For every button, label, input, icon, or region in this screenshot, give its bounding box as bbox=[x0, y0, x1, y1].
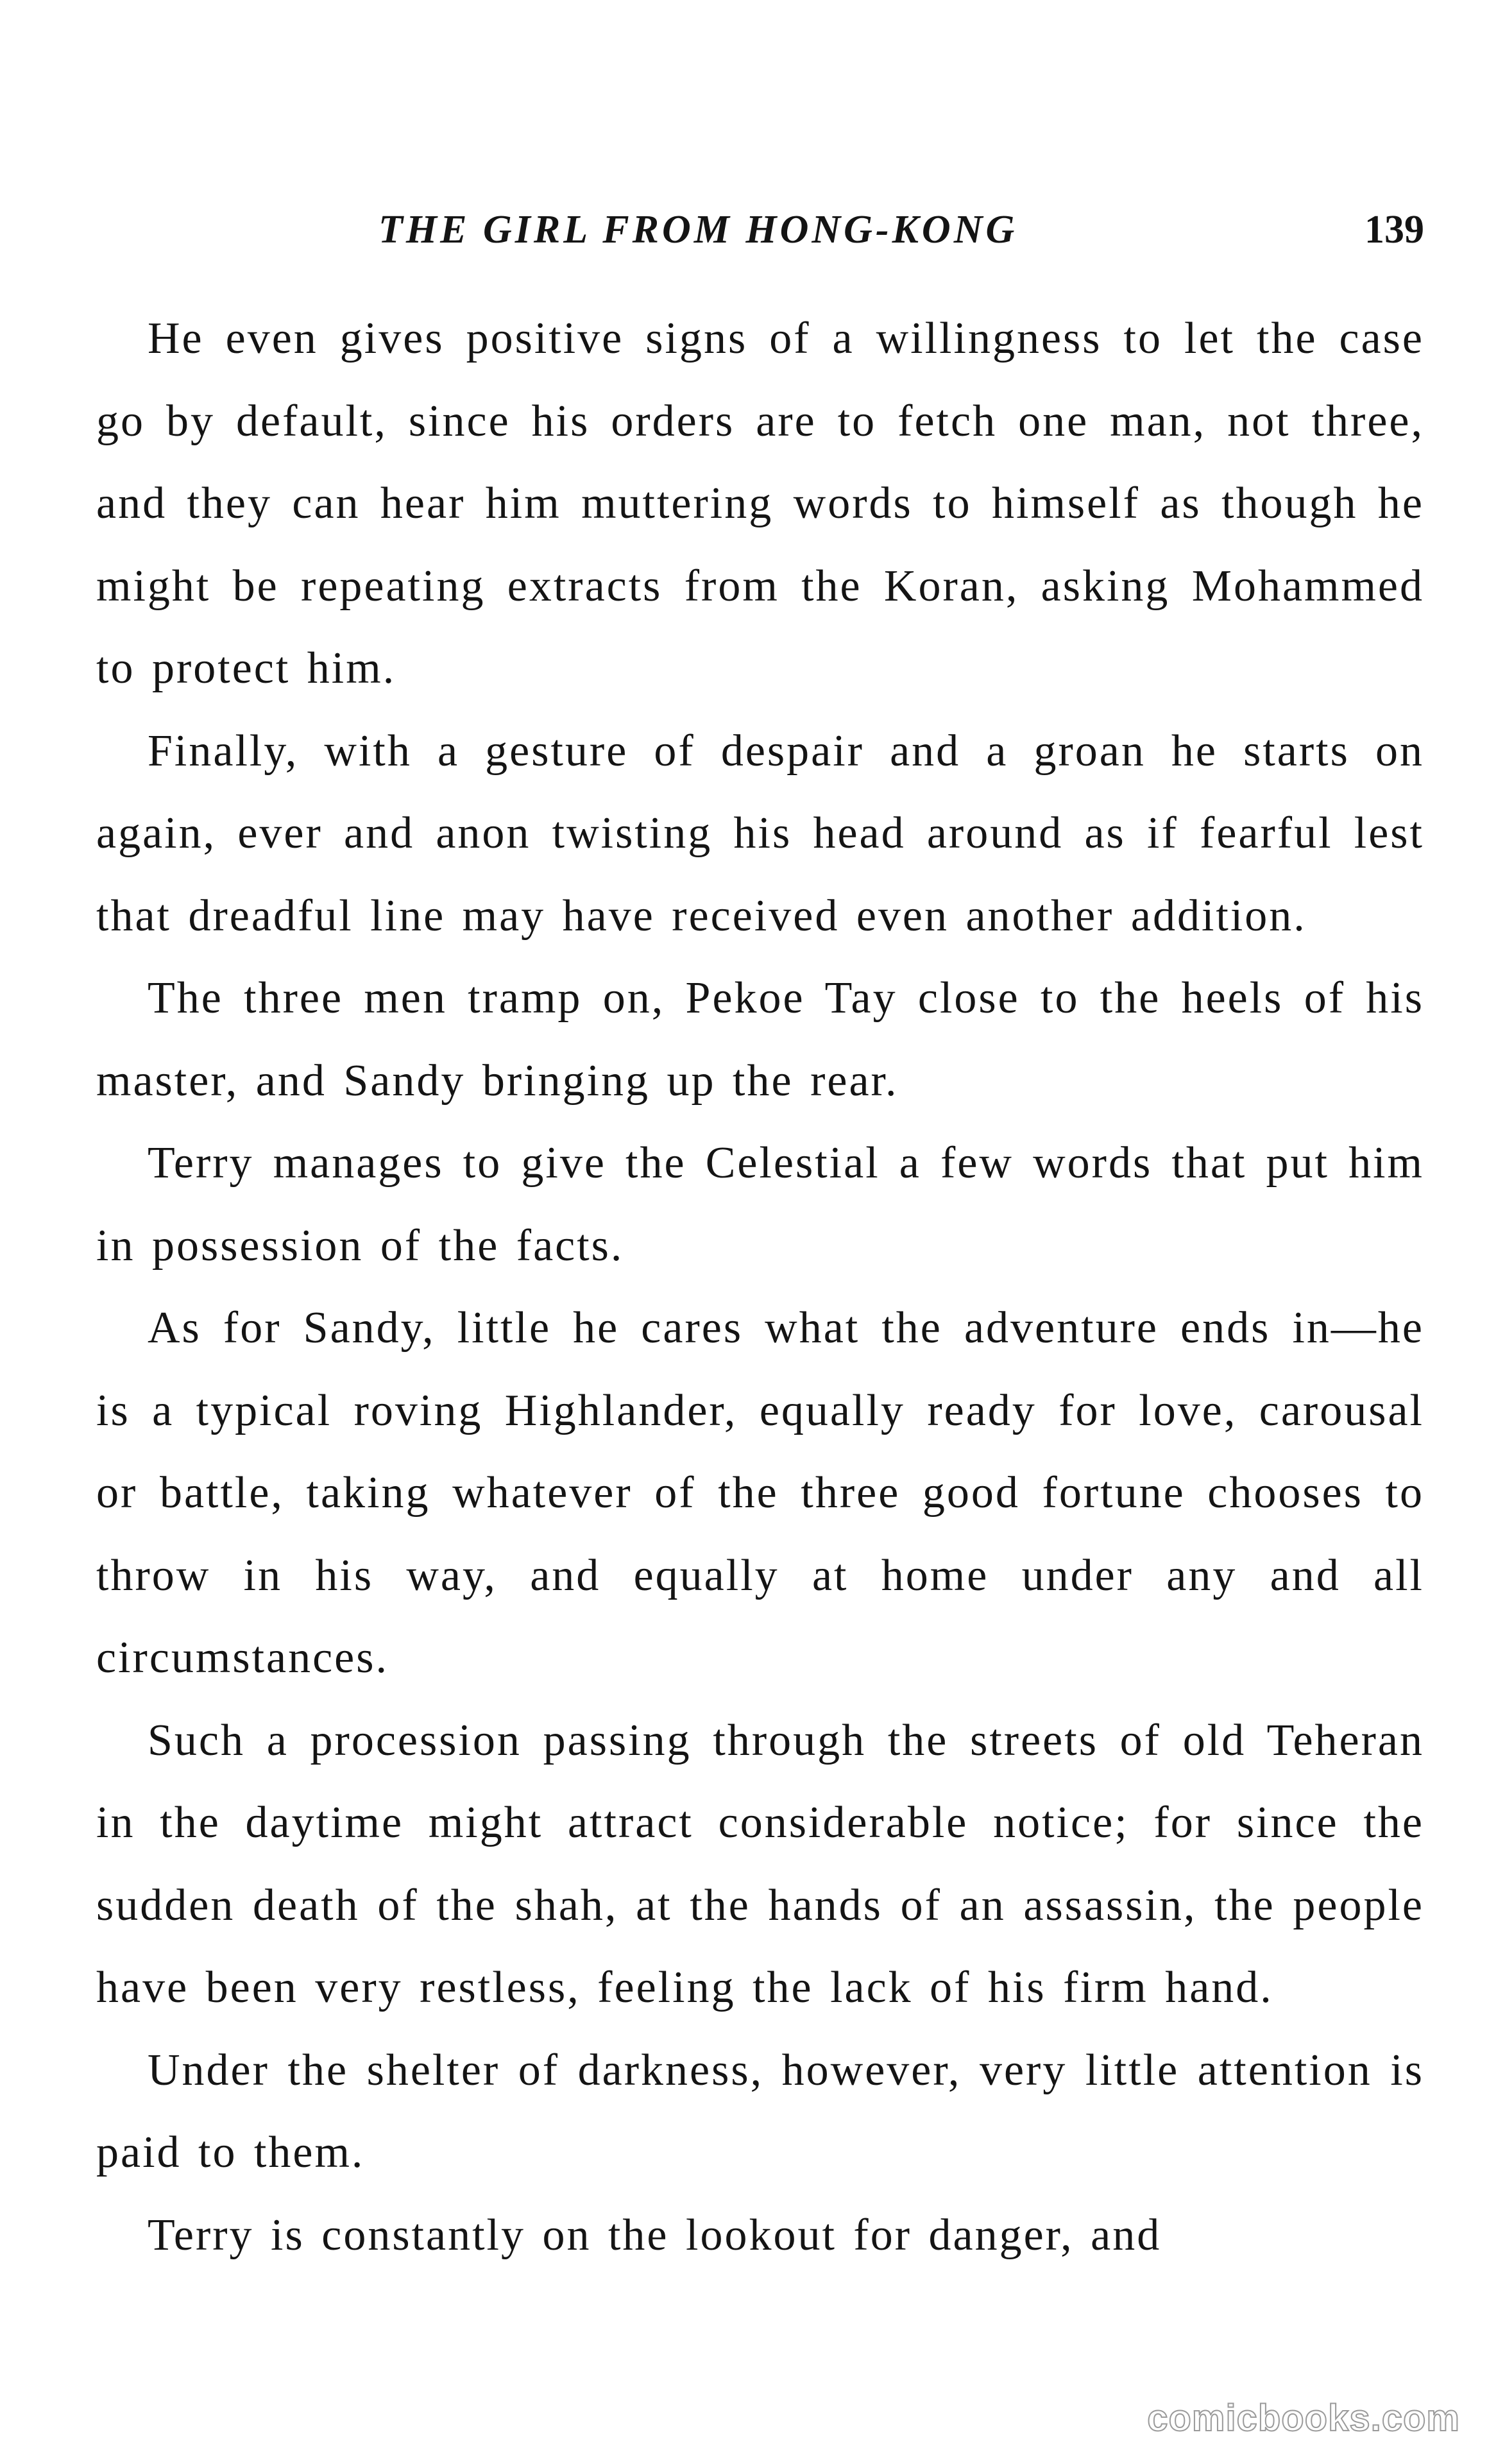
running-header bbox=[96, 204, 1424, 255]
paragraph: Such a procession passing through the streets of old Teheran in the daytime might attract considerable notice; for since the sudden death of the shah, at the hands of an assassin, the people have been very restless, feeling the lack of his firm hand. bbox=[96, 1715, 1424, 2012]
page-number: 139 bbox=[1365, 208, 1424, 252]
paragraph: As for Sandy, little he cares what the adventure ends in—he is a typical roving Highlander, equally ready for love, carousal or battle, taking whatever of the three good fortune chooses to throw in his way, and equally at home under any and all circumstances. bbox=[96, 1303, 1424, 1682]
watermark: comicbooks.com bbox=[1147, 2397, 1460, 2439]
paragraph: The three men tramp on, Pekoe Tay close to the heels of his master, and Sandy bringing up the rear. bbox=[96, 973, 1424, 1106]
paragraph: Terry is constantly on the lookout for danger, and bbox=[148, 2210, 1162, 2260]
paragraph: Finally, with a gesture of despair and a groan he starts on again, ever and anon twisting his head around as if fearful lest that dreadful line may have received even another addition. bbox=[96, 726, 1424, 941]
body-text bbox=[96, 298, 1424, 2277]
paragraph: Under the shelter of darkness, however, very little attention is paid to them. bbox=[96, 2045, 1424, 2177]
paragraph: He even gives positive signs of a willingness to let the case go by default, since his orders are to fetch one man, not three, and they can hear him muttering words to himself as though he might be repeating extracts from the Koran, asking Mohammed to protect him. bbox=[96, 314, 1424, 693]
paragraph: Terry manages to give the Celestial a few words that put him in possession of the facts. bbox=[96, 1138, 1424, 1270]
running-title: THE GIRL FROM HONG-KONG bbox=[378, 208, 1018, 252]
